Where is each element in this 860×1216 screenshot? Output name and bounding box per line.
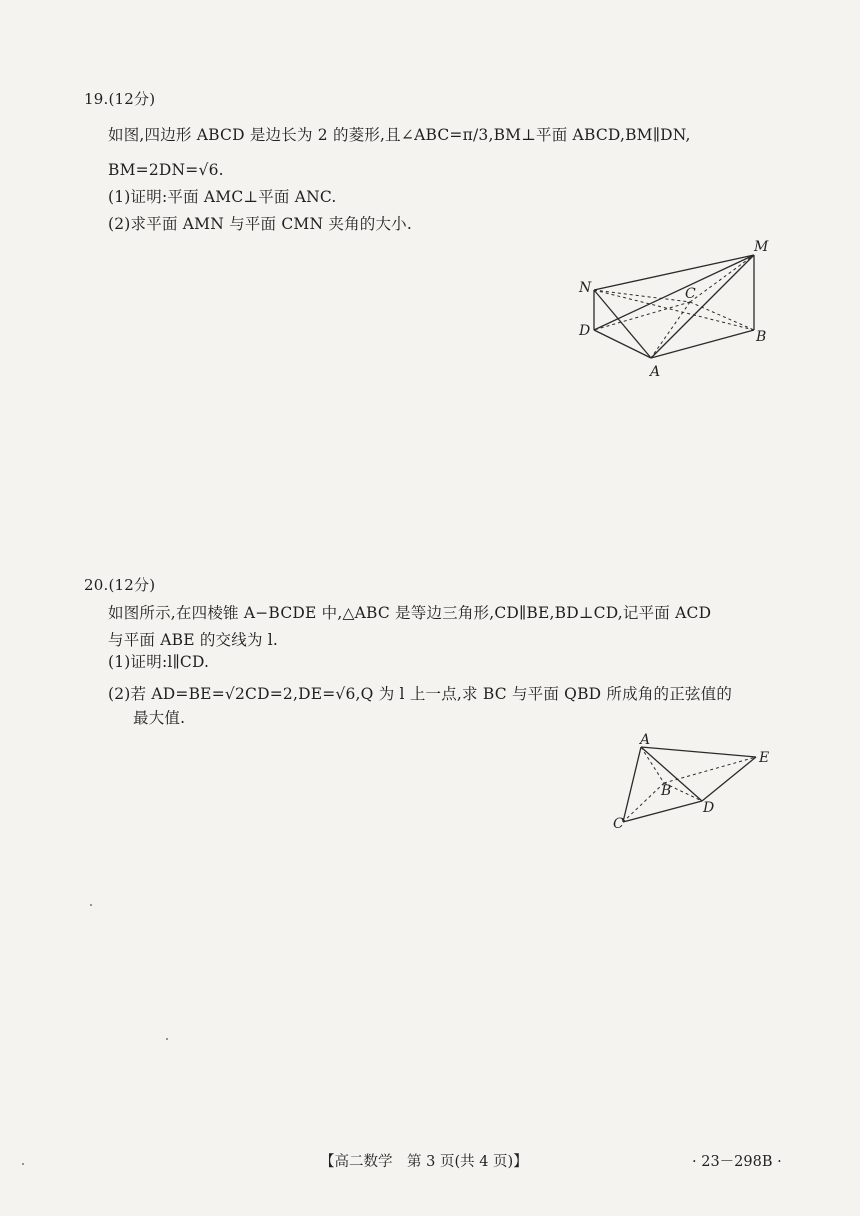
q19-part1: (1)证明:平面 AMC⊥平面 ANC. (108, 188, 337, 206)
q20-label-B: B (661, 783, 672, 799)
q19-stem-line1: 如图,四边形 ABCD 是边长为 2 的菱形,且∠ABC=π/3,BM⊥平面 ABCD,BM∥DN, (108, 126, 691, 144)
scan-speck (22, 1163, 24, 1165)
scan-speck (90, 904, 92, 906)
q20-part2-line1: (2)若 AD=BE=√2CD=2,DE=√6,Q 为 l 上一点,求 BC 与平面 QBD 所成角的正弦值的 (108, 685, 733, 703)
q19-number: 19.(12分) (84, 90, 156, 108)
q20-edge-BE (664, 757, 756, 783)
q20-stem-line2: 与平面 ABE 的交线为 l. (108, 631, 279, 649)
q19-label-N: N (579, 280, 592, 296)
page-footer-code: · 23－298B · (692, 1154, 782, 1170)
q19-label-M: M (754, 239, 769, 255)
q19-stem-line2: BM=2DN=√6. (108, 161, 224, 179)
q20-edge-AD (641, 747, 702, 801)
q19-label-A: A (650, 364, 661, 380)
scan-speck (166, 1038, 168, 1040)
q19-label-B: B (756, 329, 767, 345)
q20-label-D: D (703, 800, 715, 816)
q20-part1: (1)证明:l∥CD. (108, 653, 210, 671)
q20-edge-AE (641, 747, 756, 757)
q19-label-C: C (685, 286, 696, 302)
q20-number: 20.(12分) (84, 576, 156, 594)
q20-label-E: E (759, 750, 770, 766)
q20-part2-line2: 最大值. (133, 709, 186, 727)
q20-edge-CD (623, 801, 702, 822)
q19-part2: (2)求平面 AMN 与平面 CMN 夹角的大小. (108, 215, 413, 233)
q20-edge-AC (623, 747, 641, 822)
q19-label-D: D (579, 323, 591, 339)
q20-label-C: C (613, 816, 624, 832)
q20-label-A: A (640, 732, 651, 748)
q20-edge-DE (702, 757, 756, 801)
q20-stem-line1: 如图所示,在四棱锥 A−BCDE 中,△ABC 是等边三角形,CD∥BE,BD⊥CD,记平面 ACD (108, 604, 712, 622)
page-footer-center: 【高二数学 第 3 页(共 4 页)】 (320, 1154, 528, 1170)
